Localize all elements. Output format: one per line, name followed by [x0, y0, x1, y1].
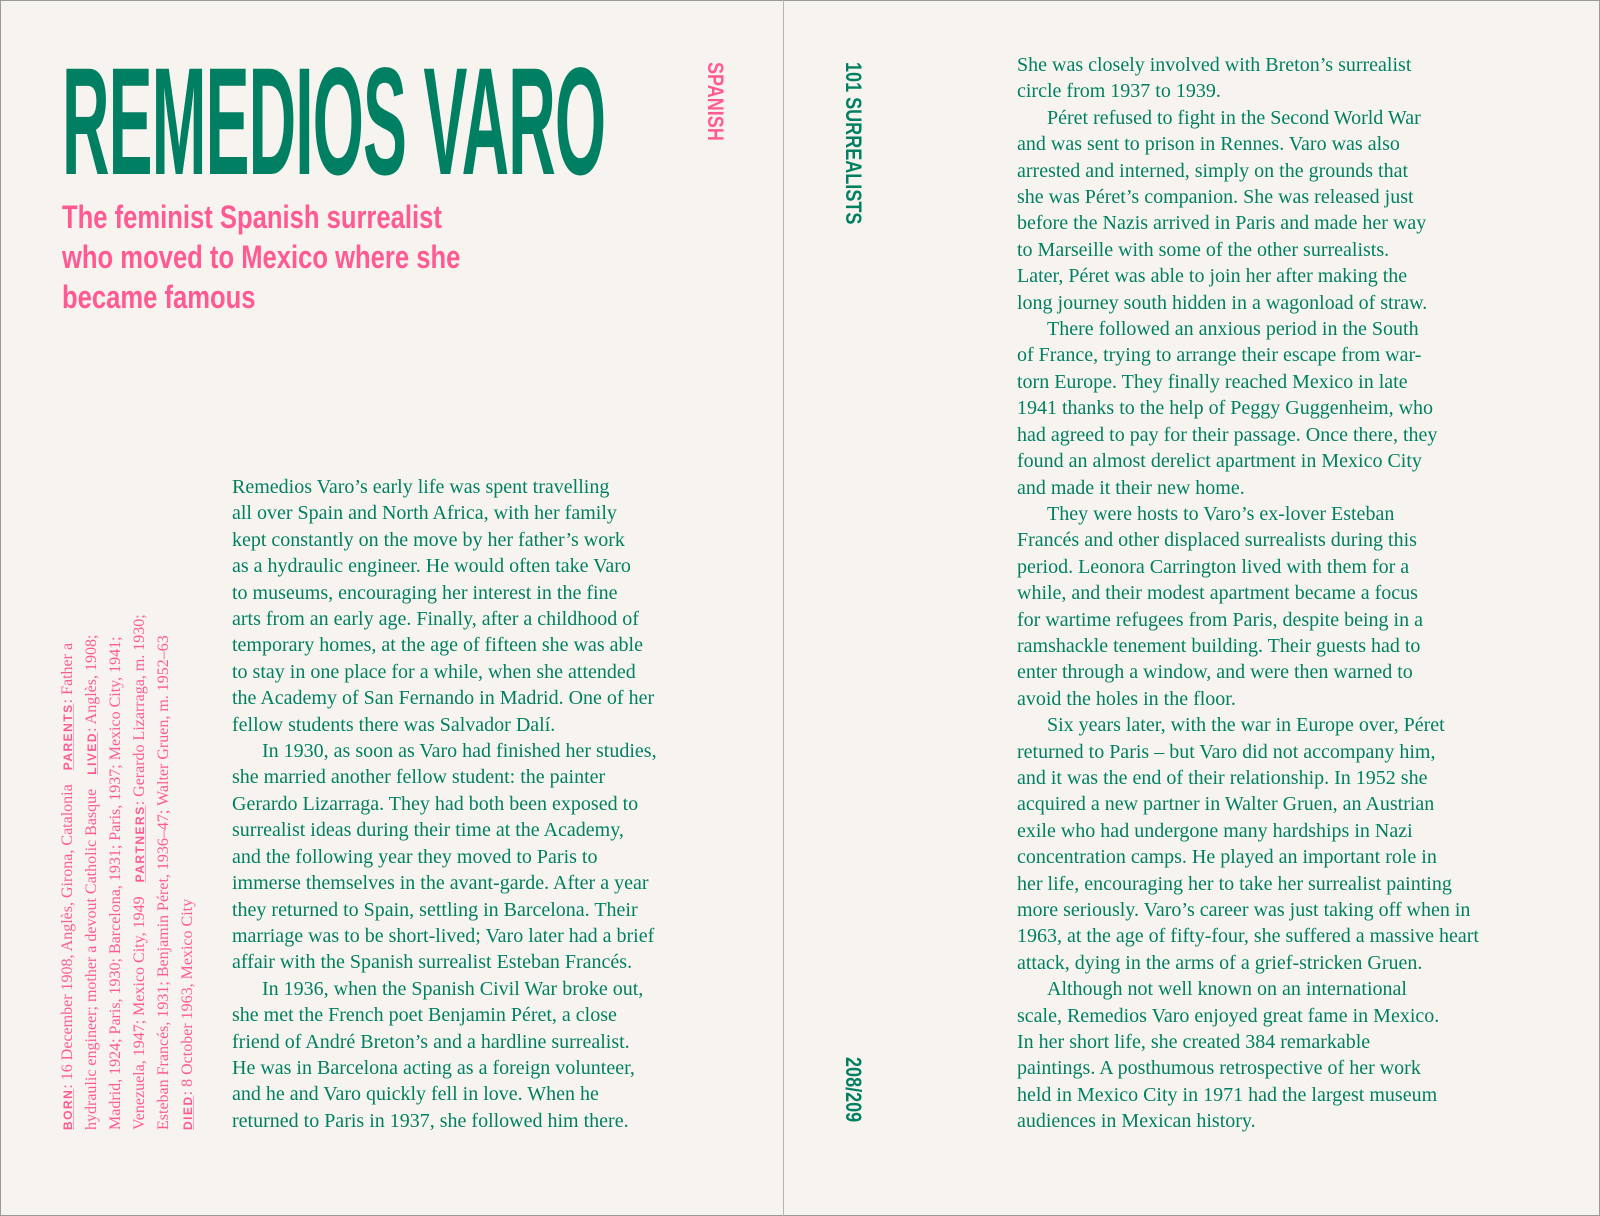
text-line: ramshackle tenement building. Their guests had to [1017, 634, 1421, 657]
text-line: kept constantly on the move by her father’s work [232, 528, 625, 551]
body-text-right-column [1017, 52, 1479, 1135]
text-line: Gerardo Lizarraga. They had both been exposed to [232, 792, 639, 815]
fact-label: PARTNERS [133, 805, 147, 883]
fact-line [128, 560, 152, 1130]
text-line: temporary homes, at the age of fifteen she was able [232, 634, 643, 657]
text-line: returned to Paris in 1937, she followed him there. [232, 1109, 629, 1132]
text-line: they returned to Spain, settling in Barcelona. Their [232, 898, 638, 921]
text-line: There followed an anxious period in the South [1047, 318, 1419, 341]
text-line: In 1930, as soon as Varo had finished her studies, [262, 740, 657, 763]
text-line: paintings. A posthumous retrospective of her work [1017, 1057, 1421, 1080]
text-line: Péret refused to fight in the Second World War [1047, 106, 1421, 129]
paragraph [1017, 52, 1479, 105]
fact-value: : 16 December 1908, Anglès, Girona, Catalonia [59, 784, 76, 1089]
fact-value: hydraulic engineer; mother a devout Catholic Basque [83, 788, 100, 1130]
text-line: immerse themselves in the avant-garde. After a year [232, 872, 649, 895]
fact-value: Venezuela, 1947; Mexico City, 1949 [131, 896, 148, 1130]
text-line: she married another fellow student: the painter [232, 766, 606, 789]
subtitle-line: who moved to Mexico where she [62, 239, 461, 275]
text-line: returned to Paris – but Varo did not accompany him, [1017, 740, 1436, 763]
text-line: period. Leonora Carrington lived with them for a [1017, 555, 1410, 578]
text-line: all over Spain and North Africa, with her family [232, 502, 617, 525]
text-line: to museums, encouraging her interest in the fine [232, 581, 618, 604]
fact-value: Madrid, 1924; Paris, 1930; Barcelona, 1931; Paris, 1937; Mexico City, 1941; [107, 636, 124, 1130]
fact-line [176, 560, 200, 1130]
body-text-left-column [232, 474, 657, 1134]
fact-line [80, 560, 104, 1130]
text-line: exile who had undergone many hardships in Nazi [1017, 819, 1413, 842]
text-line: for wartime refugees from Paris, despite being in a [1017, 608, 1423, 631]
text-line: Six years later, with the war in Europe over, Péret [1047, 714, 1445, 737]
text-line: marriage was to be short-lived; Varo later had a brief [232, 924, 655, 947]
fact-label: BORN [61, 1088, 75, 1130]
text-line: to stay in one place for a while, when she attended [232, 660, 636, 683]
text-line: He was in Barcelona acting as a foreign volunteer, [232, 1056, 635, 1079]
fact-line [104, 560, 128, 1130]
subtitle [62, 197, 460, 317]
text-line: fellow students there was Salvador Dalí. [232, 713, 556, 736]
text-line: In her short life, she created 384 remarkable [1017, 1031, 1371, 1054]
paragraph [232, 474, 657, 738]
text-line: Remedios Varo’s early life was spent travelling [232, 476, 610, 498]
text-line: affair with the Spanish surrealist Esteban Francés. [232, 951, 633, 974]
text-line: scale, Remedios Varo enjoyed great fame in Mexico. [1017, 1004, 1440, 1027]
page-title: REMEDIOS VARO [62, 36, 606, 207]
text-line: audiences in Mexican history. [1017, 1110, 1256, 1133]
paragraph [1017, 501, 1479, 712]
text-line: arts from an early age. Finally, after a childhood of [232, 608, 639, 631]
fact-line [56, 560, 80, 1130]
text-line: 1963, at the age of fifty-four, she suffered a massive heart [1017, 925, 1479, 948]
paragraph [232, 738, 657, 976]
paragraph [1017, 712, 1479, 976]
text-line: found an almost derelict apartment in Mexico City [1017, 450, 1422, 473]
fact-label: LIVED [85, 731, 99, 775]
text-line: while, and their modest apartment became a focus [1017, 582, 1418, 605]
text-line: 1941 thanks to the help of Peggy Guggenheim, who [1017, 397, 1434, 420]
text-line: her life, encouraging her to take her surrealist painting [1017, 872, 1452, 895]
fact-value: : Father a [59, 642, 76, 704]
fact-label: DIED [181, 1095, 195, 1130]
text-line: Francés and other displaced surrealists during this [1017, 529, 1417, 552]
subtitle-line: became famous [62, 279, 256, 315]
text-line: and was sent to prison in Rennes. Varo was also [1017, 133, 1400, 156]
text-line: enter through a window, and were then warned to [1017, 661, 1413, 684]
biographical-facts-sidebar [56, 560, 200, 1130]
text-line: arrested and interned, simply on the grounds that [1017, 159, 1409, 182]
text-line: circle from 1937 to 1939. [1017, 80, 1221, 103]
text-line: long journey south hidden in a wagonload of straw. [1017, 291, 1428, 314]
text-line: had agreed to pay for their passage. Once there, they [1017, 423, 1438, 446]
text-line: torn Europe. They finally reached Mexico in late [1017, 370, 1408, 393]
paragraph [1017, 316, 1479, 501]
text-line: as a hydraulic engineer. He would often take Varo [232, 555, 631, 578]
fact-value: Esteban Francés, 1931; Benjamin Péret, 1936–47; Walter Gruen, m. 1952–63 [155, 635, 172, 1130]
text-line: surrealist ideas during their time at the Academy, [232, 819, 624, 842]
text-line: avoid the holes in the floor. [1017, 687, 1236, 710]
fact-label: PARENTS [61, 703, 75, 771]
subtitle-line: The feminist Spanish surrealist [62, 199, 442, 235]
fact-value: : Gerardo Lizarraga, m. 1930; [131, 614, 148, 806]
book-spine-divider [783, 0, 784, 1216]
nationality-label: SPANISH [703, 62, 728, 141]
text-line: and the following year they moved to Paris to [232, 845, 598, 868]
text-line: and he and Varo quickly fell in love. When he [232, 1083, 599, 1106]
text-line: She was closely involved with Breton’s surrealist [1017, 54, 1412, 76]
text-line: and made it their new home. [1017, 476, 1245, 499]
text-line: she met the French poet Benjamin Péret, a close [232, 1004, 617, 1027]
text-line: held in Mexico City in 1971 had the largest museum [1017, 1083, 1438, 1106]
text-line: Later, Péret was able to join her after making the [1017, 265, 1408, 288]
text-line: attack, dying in the arms of a grief-stricken Gruen. [1017, 951, 1423, 974]
paragraph [1017, 105, 1479, 316]
text-line: Although not well known on an international [1047, 978, 1407, 1001]
text-line: friend of André Breton’s and a hardline surrealist. [232, 1030, 630, 1053]
text-line: more seriously. Varo’s career was just taking off when in [1017, 899, 1471, 921]
text-line: In 1936, when the Spanish Civil War broke out, [262, 977, 644, 1000]
fact-line [152, 560, 176, 1130]
text-line: They were hosts to Varo’s ex-lover Esteban [1047, 502, 1395, 525]
text-line: of France, trying to arrange their escape from war- [1017, 344, 1422, 367]
text-line: the Academy of San Fernando in Madrid. One of her [232, 687, 655, 710]
text-line: concentration camps. He played an important role in [1017, 846, 1437, 869]
page-numbers: 208/209 [841, 1057, 866, 1123]
text-line: and it was the end of their relationship. In 1952 she [1017, 766, 1428, 789]
text-line: to Marseille with some of the other surrealists. [1017, 238, 1390, 261]
paragraph [232, 976, 657, 1134]
fact-value: : 8 October 1963, Mexico City [179, 898, 196, 1096]
fact-value: : Anglès, 1908; [83, 634, 100, 732]
text-line: acquired a new partner in Walter Gruen, an Austrian [1017, 793, 1435, 816]
text-line: before the Nazis arrived in Paris and made her way [1017, 212, 1427, 235]
running-head-book-title: 101 SURREALISTS [841, 62, 866, 225]
paragraph [1017, 976, 1479, 1134]
text-line: she was Péret’s companion. She was released just [1017, 186, 1414, 209]
